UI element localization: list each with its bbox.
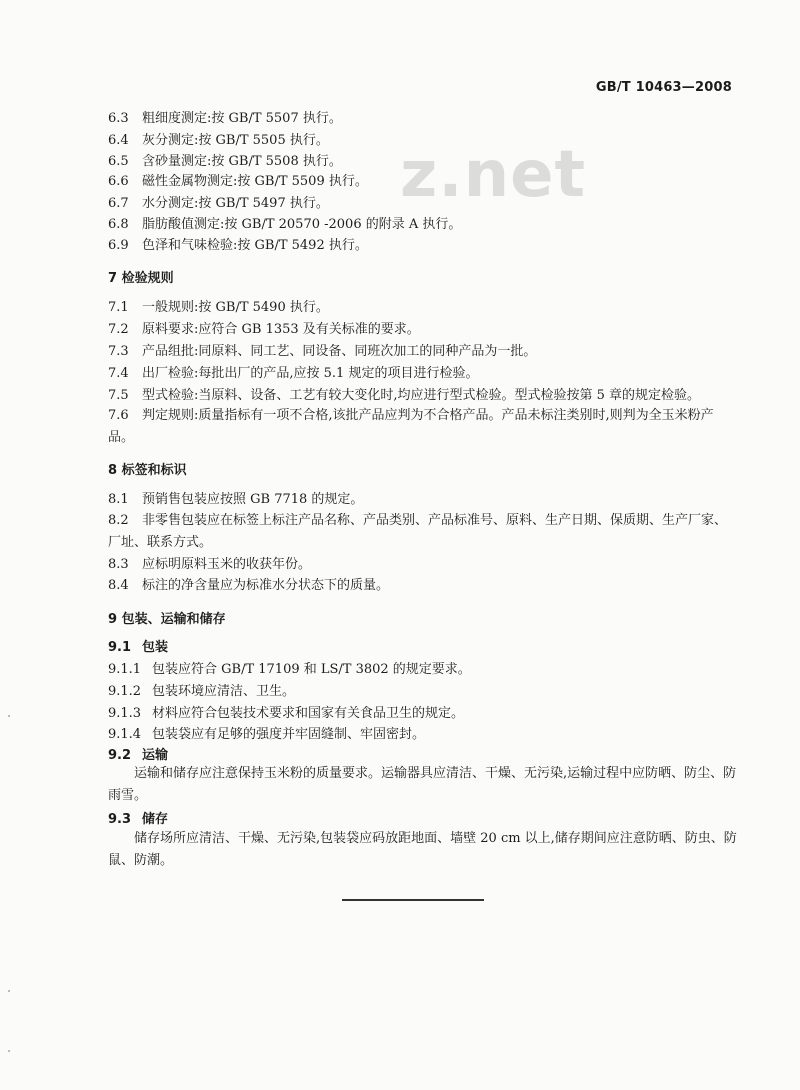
clause-6-5: 6.5 含砂量测定:按 GB/T 5508 执行。 [108,154,342,169]
section-9-heading: 9 包装、运输和储存 [108,612,226,627]
standard-number-header: GB/T 10463—2008 [595,80,732,95]
clause-6-8: 6.8 脂肪酸值测定:按 GB/T 20570 -2006 的附录 A 执行。 [108,217,462,232]
clause-9-1-1: 9.1.1 包装应符合 GB/T 17109 和 LS/T 3802 的规定要求。 [108,662,471,677]
section-7-heading: 7 检验规则 [108,271,174,286]
clause-7-2: 7.2 原料要求:应符合 GB 1353 及有关标准的要求。 [108,322,420,337]
clause-9-2-text: 运输和储存应注意保持玉米粉的质量要求。运输器具应清洁、干燥、无污染,运输过程中应防晒、防尘、防雨雪。 [108,766,737,803]
clause-6-3: 6.3 粗细度测定:按 GB/T 5507 执行。 [108,111,342,126]
clause-8-4: 8.4 标注的净含量应为标准水分状态下的质量。 [108,578,390,593]
clause-7-4: 7.4 出厂检验:每批出厂的产品,应按 5.1 规定的项目进行检验。 [108,366,479,381]
watermark: z.net [400,138,587,212]
clause-9-1-2: 9.1.2 包装环境应清洁、卫生。 [108,684,296,699]
clause-8-2: 8.2 非零售包装应在标签上标注产品名称、产品类别、产品标准号、原料、生产日期、保质期、生产厂家、厂址、联系方式。 [108,513,728,550]
clause-7-1: 7.1 一般规则:按 GB/T 5490 执行。 [108,300,329,315]
clause-9-1-heading: 9.1 包装 [108,640,169,655]
clause-7-3: 7.3 产品组批:同原料、同工艺、同设备、同班次加工的同种产品为一批。 [108,344,537,359]
clause-7-6: 7.6 判定规则:质量指标有一项不合格,该批产品应判为不合格产品。产品未标注类别时,则判为全玉米粉产品。 [108,408,714,445]
clause-6-7: 6.7 水分测定:按 GB/T 5497 执行。 [108,196,329,211]
clause-7-5: 7.5 型式检验:当原料、设备、工艺有较大变化时,均应进行型式检验。型式检验按第 5 章的规定检验。 [108,388,701,403]
section-8-heading: 8 标签和标识 [108,463,187,478]
scan-speck [8,990,10,992]
end-rule [342,899,484,901]
clause-6-9: 6.9 色泽和气味检验:按 GB/T 5492 执行。 [108,238,368,253]
scan-speck [8,715,10,717]
clause-9-3-heading: 9.3 储存 [108,812,169,827]
clause-9-3-text: 储存场所应清洁、干燥、无污染,包装袋应码放距地面、墙壁 20 cm 以上,储存期间应注意防晒、防虫、防鼠、防潮。 [108,831,737,868]
clause-9-1-3: 9.1.3 材料应符合包装技术要求和国家有关食品卫生的规定。 [108,706,465,721]
clause-9-1-4: 9.1.4 包装袋应有足够的强度并牢固缝制、牢固密封。 [108,727,426,742]
clause-6-4: 6.4 灰分测定:按 GB/T 5505 执行。 [108,133,329,148]
clause-8-3: 8.3 应标明原料玉米的收获年份。 [108,557,312,572]
clause-9-2-heading: 9.2 运输 [108,748,169,763]
clause-8-1: 8.1 预销售包装应按照 GB 7718 的规定。 [108,492,364,507]
clause-6-6: 6.6 磁性金属物测定:按 GB/T 5509 执行。 [108,174,368,189]
scan-speck [8,1050,10,1052]
